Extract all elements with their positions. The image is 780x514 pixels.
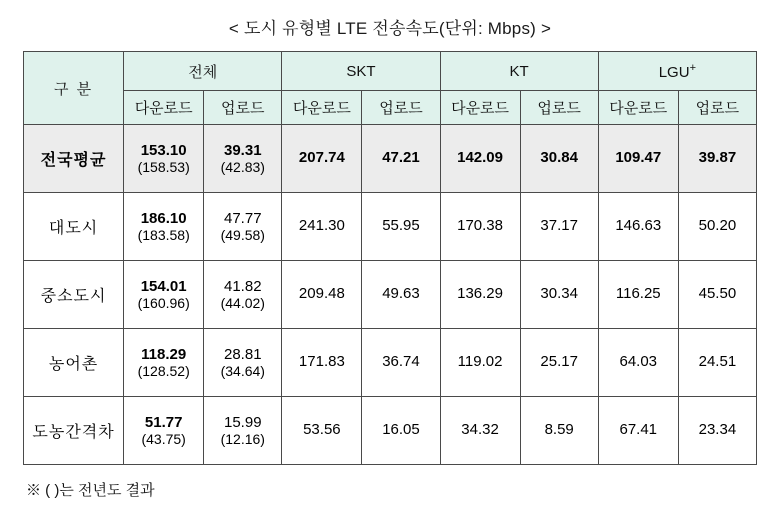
cell-skt-upload: 36.74: [362, 329, 440, 397]
cell-kt-download: 136.29: [440, 261, 520, 329]
cell-value: 118.29: [141, 345, 187, 363]
header-sub-total-download: 다운로드: [124, 91, 204, 125]
table-row: [24, 329, 757, 397]
cell-value: 153.10: [140, 141, 187, 159]
table-body: [24, 125, 757, 465]
cell-total-upload: [204, 125, 282, 193]
header-group-lgu: [598, 52, 756, 91]
cell-value: 51.77: [144, 413, 183, 431]
page-title: < 도시 유형별 LTE 전송속도(단위: Mbps) >: [228, 19, 552, 38]
cell-value: 15.99: [224, 413, 262, 431]
table-head: [24, 52, 757, 125]
table-row: [24, 397, 757, 465]
cell-lgu-upload: 24.51: [678, 329, 756, 397]
cell-prev-value: (49.58): [220, 227, 265, 244]
cell-total-upload: [204, 261, 282, 329]
cell-value: 39.31: [224, 141, 262, 159]
row-label: 중소도시: [24, 261, 124, 329]
cell-value: 186.10: [140, 209, 187, 227]
cell-skt-upload: 16.05: [362, 397, 440, 465]
cell-value: 28.81: [224, 345, 262, 363]
cell-total-download: [124, 193, 204, 261]
cell-lgu-upload: 50.20: [678, 193, 756, 261]
header-group-total: 전체: [124, 52, 282, 91]
cell-skt-download: 171.83: [282, 329, 362, 397]
cell-value: 154.01: [140, 277, 187, 295]
cell-total-upload: [204, 329, 282, 397]
cell-skt-download: 53.56: [282, 397, 362, 465]
table-row: [24, 193, 757, 261]
cell-lgu-download: 64.03: [598, 329, 678, 397]
cell-value: 47.77: [224, 209, 262, 227]
header-sub-total-upload: 업로드: [204, 91, 282, 125]
cell-total-download: [124, 329, 204, 397]
cell-total-upload: [204, 397, 282, 465]
cell-prev-value: (42.83): [220, 159, 265, 176]
cell-lgu-upload: 45.50: [678, 261, 756, 329]
row-label: 대도시: [24, 193, 124, 261]
header-sub-kt-upload: 업로드: [520, 91, 598, 125]
header-group-lgu-label: LGU: [658, 63, 690, 81]
row-label: 도농간격차: [24, 397, 124, 465]
cell-lgu-download: 116.25: [598, 261, 678, 329]
cell-lgu-upload: 39.87: [678, 125, 756, 193]
cell-total-download: [124, 397, 204, 465]
header-group-lgu-sup: +: [689, 61, 696, 74]
cell-total-upload: [204, 193, 282, 261]
header-sub-lgu-upload: 업로드: [678, 91, 756, 125]
cell-skt-upload: 49.63: [362, 261, 440, 329]
cell-kt-download: 142.09: [440, 125, 520, 193]
cell-lgu-download: 109.47: [598, 125, 678, 193]
header-sub-skt-download: 다운로드: [282, 91, 362, 125]
cell-kt-download: 119.02: [440, 329, 520, 397]
cell-prev-value: (12.16): [220, 431, 265, 448]
header-gubun: 구 분: [24, 52, 124, 125]
footnote: ※ ( )는 전년도 결과: [26, 482, 155, 499]
cell-prev-value: (158.53): [137, 159, 190, 176]
cell-lgu-download: 67.41: [598, 397, 678, 465]
table-row: [24, 261, 757, 329]
cell-kt-upload: 8.59: [520, 397, 598, 465]
header-group-skt: SKT: [282, 52, 440, 91]
cell-prev-value: (44.02): [220, 295, 265, 312]
cell-prev-value: (183.58): [137, 227, 190, 244]
cell-lgu-download: 146.63: [598, 193, 678, 261]
cell-total-download: [124, 125, 204, 193]
header-group-kt: KT: [440, 52, 598, 91]
cell-skt-upload: 47.21: [362, 125, 440, 193]
header-sub-kt-download: 다운로드: [440, 91, 520, 125]
cell-total-download: [124, 261, 204, 329]
cell-prev-value: (128.52): [137, 363, 190, 380]
table-header-row-groups: [24, 52, 757, 91]
cell-kt-upload: 37.17: [520, 193, 598, 261]
cell-skt-download: 209.48: [282, 261, 362, 329]
cell-value: 41.82: [224, 277, 262, 295]
cell-kt-download: 170.38: [440, 193, 520, 261]
cell-prev-value: (160.96): [137, 295, 190, 312]
cell-kt-upload: 25.17: [520, 329, 598, 397]
cell-lgu-upload: 23.34: [678, 397, 756, 465]
cell-skt-download: 207.74: [282, 125, 362, 193]
header-sub-lgu-download: 다운로드: [598, 91, 678, 125]
cell-kt-upload: 30.34: [520, 261, 598, 329]
cell-kt-download: 34.32: [440, 397, 520, 465]
cell-prev-value: (34.64): [220, 363, 265, 380]
table-row: [24, 125, 757, 193]
table-header-row-sub: [24, 91, 757, 125]
cell-skt-download: 241.30: [282, 193, 362, 261]
header-sub-skt-upload: 업로드: [362, 91, 440, 125]
cell-kt-upload: 30.84: [520, 125, 598, 193]
row-label: 농어촌: [24, 329, 124, 397]
lte-speed-table: [23, 51, 757, 465]
cell-skt-upload: 55.95: [362, 193, 440, 261]
cell-prev-value: (43.75): [141, 431, 186, 448]
row-label: 전국평균: [24, 125, 124, 193]
